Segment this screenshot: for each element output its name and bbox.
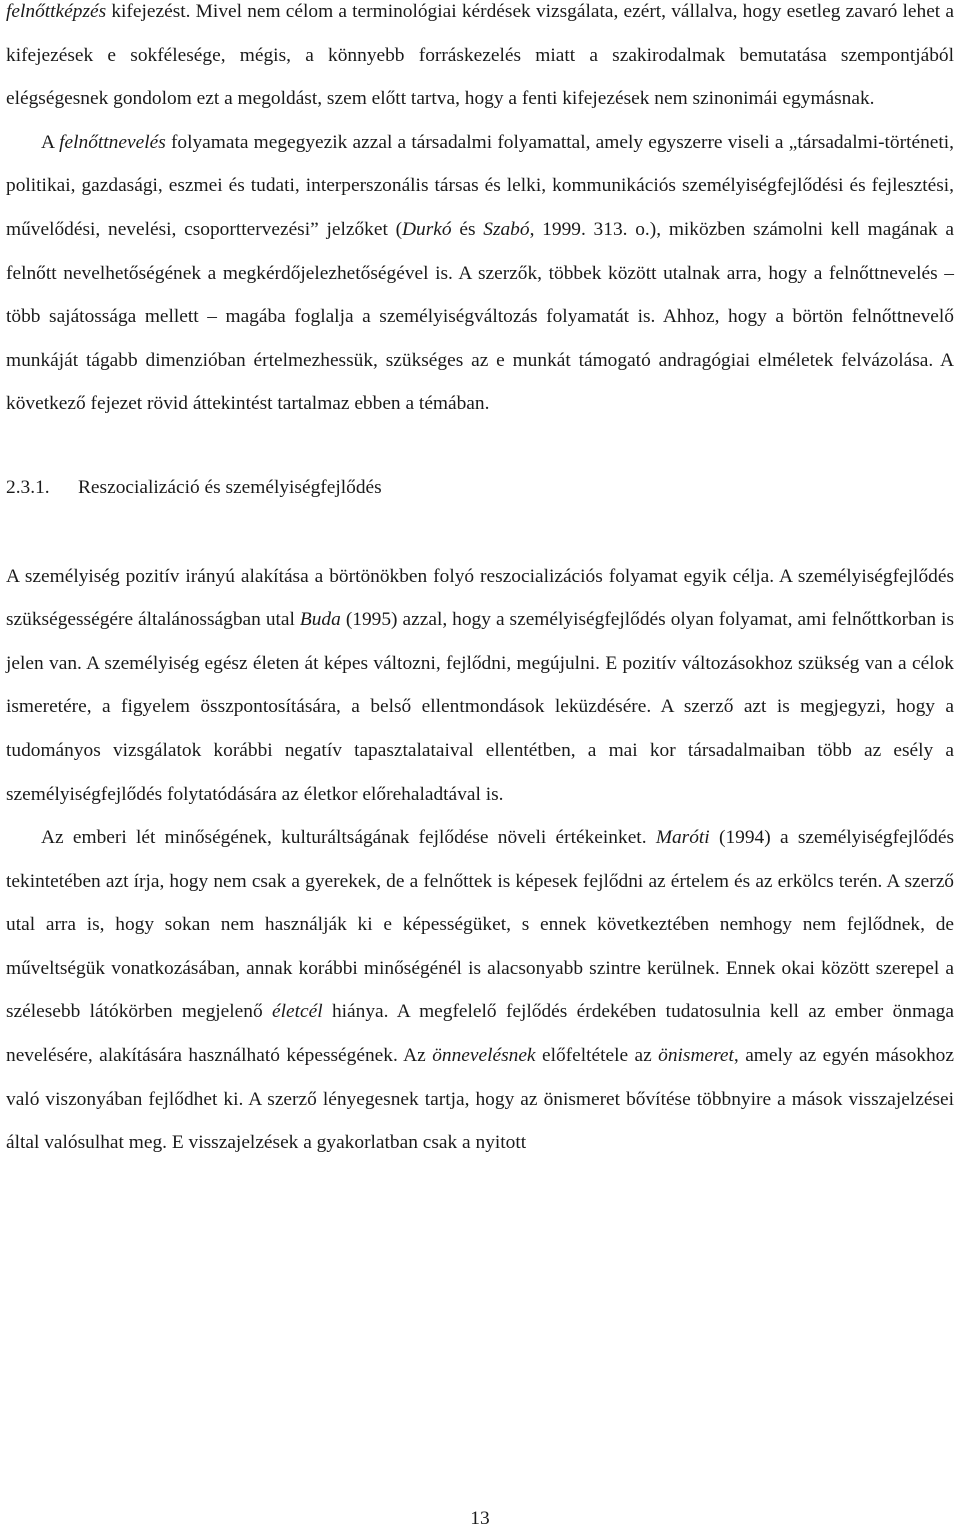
italic-term: Buda (299, 609, 341, 631)
text-run: , 1999. 313. o.), miközben számolni kell magának a felnőtt nevelhetőségének a megkérdőjelezhetőségével is. A szerzők, többek között utalnak arra, hogy a felnőttnevelés – több sajátossága mellett – magába foglalja a személyiségváltozás folyamatát is. Ahhoz, hogy a börtön felnőttnevelő munkáját tágabb dimenzióban értelmezhessük, szükséges az e munkát támogató andragógiai elméletek felvázolása. A következő fejezet rövid áttekintést tartalmaz ebben a témában. (6, 218, 954, 415)
section-number: 2.3.1. (6, 476, 50, 498)
text-run: Az emberi lét minőségének, kulturáltságának fejlődése növeli értékeinket. (41, 827, 656, 849)
paragraph-4 (6, 816, 954, 1165)
italic-term: felnőttképzés (6, 1, 107, 22)
italic-term: Szabó (483, 218, 530, 240)
paragraph-3 (6, 555, 954, 817)
paragraph-2 (6, 121, 954, 426)
paragraph-1 (6, 0, 954, 121)
italic-term: életcél (272, 1001, 323, 1023)
text-run: , amely az egyén másokhoz való viszonyában fejlődhet ki. A szerző lényegesnek tartja, hogy az önismeret bővítése többnyire a mások visszajelzései által valósulhat meg. E visszajelzések a gyakorlatban csak a nyitott (6, 1045, 954, 1154)
italic-term: önnevelésnek (432, 1045, 536, 1067)
text-run: folyamata megegyezik azzal a társadalmi folyamattal, amely egyszerre viseli a „társadalmi-történeti, politikai, gazdasági, eszmei és tudati, interperszonális társas és lelki, kommunikációs személyiségfejlődési és fejlesztési, művelődési, nevelési, csoporttervezési” jelzőket ( (6, 131, 955, 240)
italic-term: felnőttnevelés (59, 131, 166, 153)
text-run: és (451, 218, 484, 240)
italic-term: Durkó (402, 218, 452, 240)
text-run: A személyiség pozitív irányú alakítása a börtönökben folyó reszocializációs folyamat egyik célja. A személyiségfejlődés szükségességére általánosságban utal (6, 565, 954, 631)
page-number: 13 (470, 1508, 490, 1529)
text-run: hiánya. A megfelelő fejlődés érdekében tudatosulnia kell az ember önmaga nevelésére, alakítására használható képességének. Az (6, 1001, 954, 1067)
text-run: előfeltétele az (535, 1045, 659, 1067)
section-title: Reszocializáció és személyiségfejlődés (78, 476, 382, 498)
text-run: kifejezést. Mivel nem célom a terminológiai kérdések vizsgálata, ezért, vállalva, hogy esetleg zavaró lehet a kifejezések e sokfélesége, mégis, a könnyebb forráskezelés miatt a szakirodalmak bemutatása szempontjából elégségesnek gondolom ezt a megoldást, szem előtt tartva, hogy a fenti kifejezések nem szinonimái egymásnak. (6, 1, 954, 110)
text-run: (1995) azzal, hogy a személyiségfejlődés olyan folyamat, ami felnőttkorban is jelen van. A személyiség egész életen át képes változni, fejlődni, megújulni. E pozitív változásokhoz szükség van a célok ismeretére, a figyelem összpontosítására, a belső ellentmondások leküzdésére. A szerző azt is megjegyzi, hogy a tudományos vizsgálatok korábbi negatív tapasztalataival ellentétben, a mai kor társadalmaiban több az esély a személyiségfejlődés folytatódására az életkor előrehaladtával is. (6, 609, 954, 805)
italic-term: Maróti (655, 827, 710, 849)
document-page (6, 0, 954, 1165)
text-run: (1994) a személyiségfejlődés tekintetében azt írja, hogy nem csak a gyerekek, de a felnőttek is képesek fejlődni az értelem és az erkölcs terén. A szerző utal arra is, hogy sokan nem használják ki e képességüket, s ennek következtében nemhogy nem fejlődnek, de műveltségük vonatkozásában, annak korábbi minőségénél is alacsonyabb szintre kerülnek. Ennek okai között szerepel a szélesebb látókörben megjelenő (6, 827, 954, 1023)
section-heading (6, 466, 954, 510)
text-run: A (41, 131, 60, 153)
italic-term: önismeret (658, 1045, 734, 1067)
